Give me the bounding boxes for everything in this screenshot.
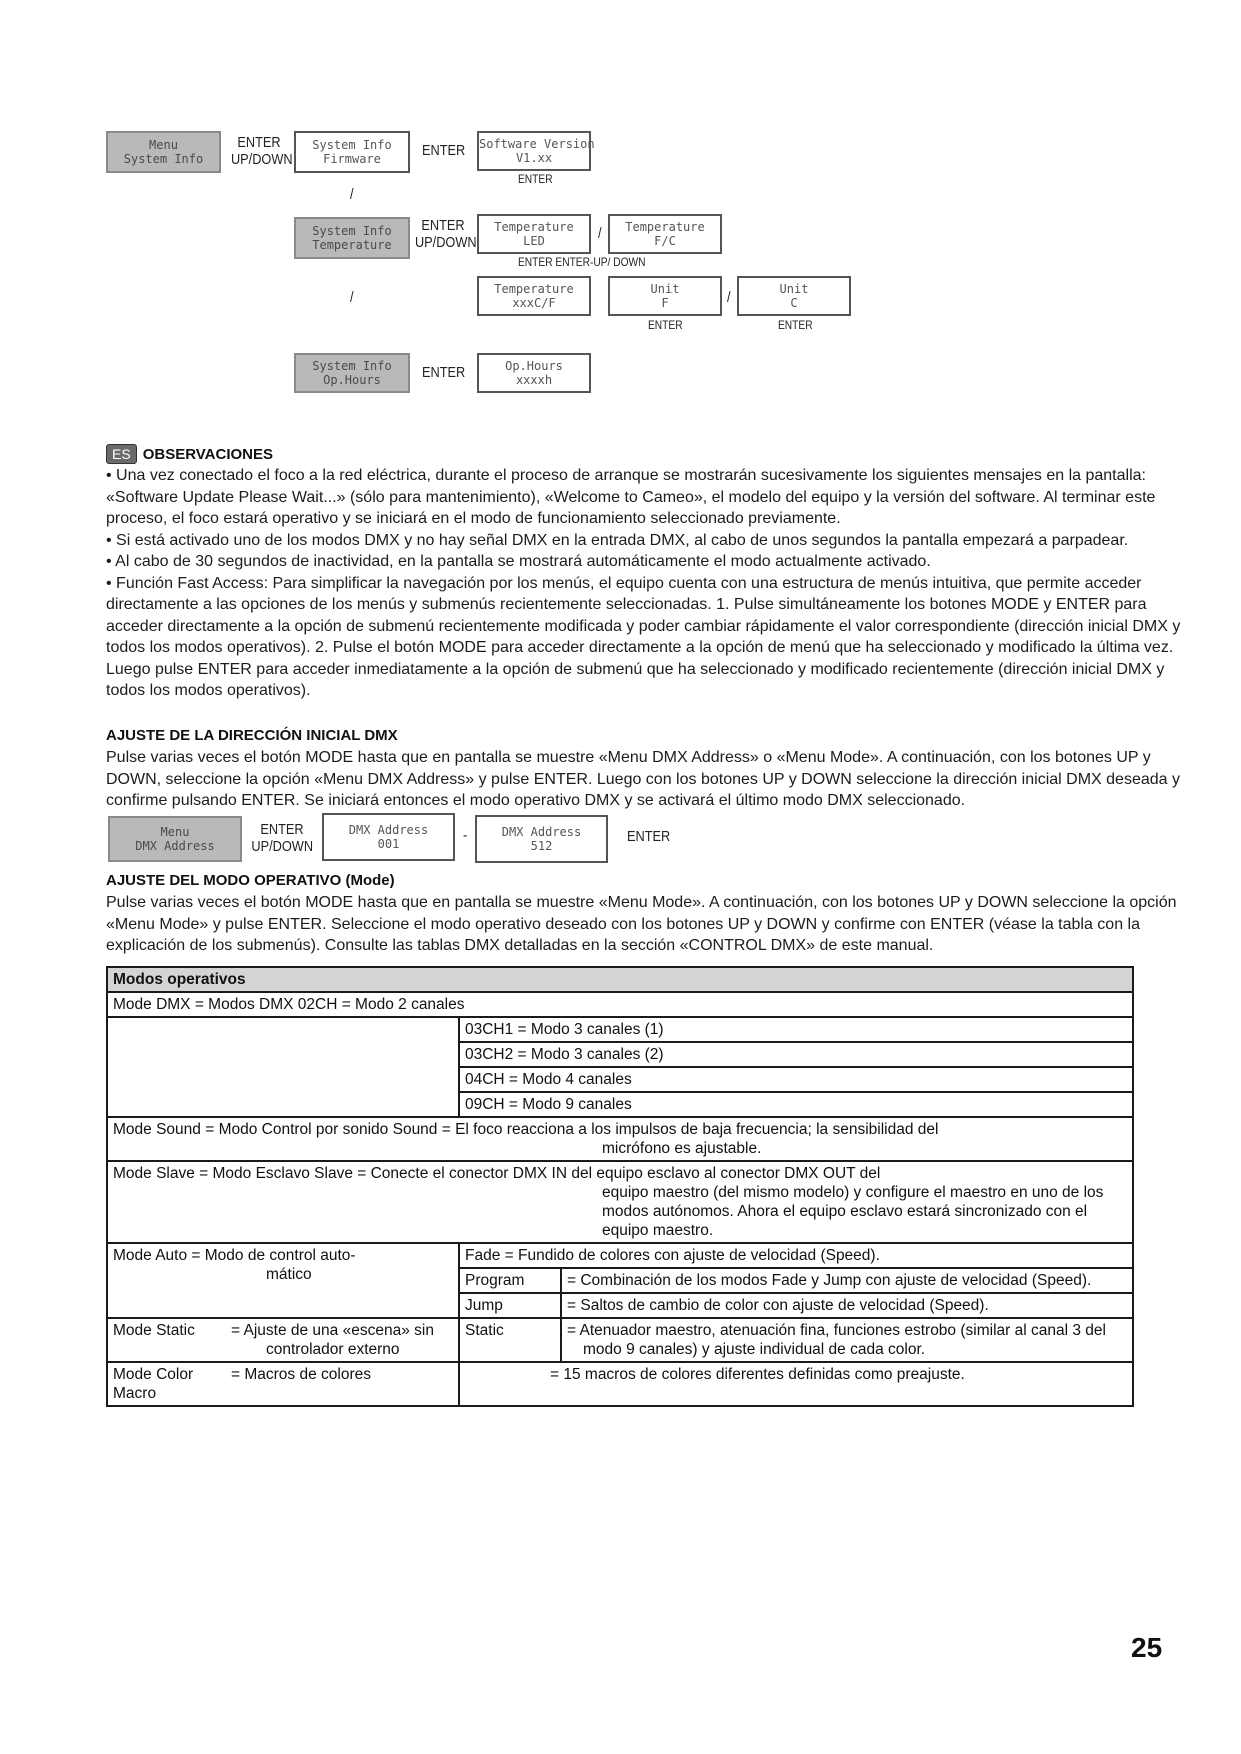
spacer-cell: [107, 1017, 459, 1042]
lcd-line: Temperature: [312, 238, 392, 252]
lcd-line: System Info: [123, 152, 204, 166]
table-header-row: [107, 967, 1133, 992]
lcd-line: Menu: [149, 138, 178, 152]
paragraph: • Una vez conectado el foco a la red eléctrica, durante el proceso de arranque se mostrarán sucesivamente los siguientes mensajes en la pantalla: «Software Update Please Wait...» (sólo para mantenimiento), «Welcome to Cameo», el modelo del equipo y la versión del software. Al terminar este proceso, el foco estará operativo y se iniciará en el modo de funcionamiento seleccionado previamente.: [106, 467, 1156, 527]
dash-separator: -: [463, 827, 468, 844]
auto-jump-desc: = Saltos de cambio de color con ajuste de velocidad (Speed).: [561, 1293, 1133, 1318]
label-enter-updown: ENTER UP/DOWN: [414, 217, 477, 251]
lcd-op-hours: [477, 353, 591, 393]
page-number: 25: [1131, 1632, 1163, 1663]
lcd-line: Op.Hours: [505, 359, 563, 373]
table-header: Modos operativos: [107, 967, 1133, 992]
lcd-line: Software Version: [479, 137, 595, 151]
color-sub-desc: = 15 macros de colores diferentes definidas como preajuste.: [459, 1362, 1133, 1406]
lcd-line: Firmware: [323, 152, 381, 166]
static-sub: Static: [459, 1318, 561, 1362]
lcd-line: 512: [530, 839, 553, 853]
lcd-line: xxxC/F: [512, 296, 556, 310]
language-badge: ES: [106, 444, 137, 464]
table-row: [107, 1117, 1133, 1161]
section-title: OBSERVACIONES: [142, 446, 273, 463]
static-sub-desc: = Atenuador maestro, atenuación fina, funciones estrobo (similar al canal 3 del modo 9 canales) y ajuste individual de cada color.: [561, 1318, 1133, 1362]
lcd-line: Temperature: [494, 220, 574, 234]
lcd-software-version: [477, 131, 595, 171]
lcd-line: Unit: [650, 282, 680, 296]
observaciones-body: [106, 465, 1186, 702]
lcd-line: DMX Address: [501, 825, 582, 839]
color-label-cell: Mode Color Macro = Macros de colores: [107, 1362, 459, 1406]
spacer-cell: [107, 1042, 459, 1067]
auto-fade: Fade = Fundido de colores con ajuste de velocidad (Speed).: [459, 1243, 1133, 1268]
ajuste-dmx-body: [106, 747, 1186, 812]
lcd-unit-c: [737, 276, 851, 316]
lcd-unit-f: [608, 276, 722, 316]
ajuste-dmx-heading: AJUSTE DE LA DIRECCIÓN INICIAL DMX: [106, 727, 398, 744]
label-enter-small: ENTER: [778, 318, 813, 332]
slave-row: Mode Slave = Modo Esclavo Slave = Conecte el conector DMX IN del equipo esclavo al conector DMX OUT del equipo maestro (del mismo modelo) y configure el maestro en uno de los modos autónomos. Ahora el equipo esclavo estará sincronizado con el equipo maestro.: [107, 1161, 1133, 1243]
lcd-line: Menu: [160, 825, 190, 839]
observaciones-heading: [106, 444, 273, 464]
table-row: [107, 1067, 1133, 1092]
table-row: [107, 1042, 1133, 1067]
lcd-temperature-xxx: [477, 276, 591, 316]
table-row: [107, 1243, 1133, 1268]
static-label-cell: Mode Static = Ajuste de una «escena» sin controlador externo: [107, 1318, 459, 1362]
paragraph: • Función Fast Access: Para simplificar la navegación por los menús, el equipo cuenta con una estructura de menús intuitiva, que permite acceder directamente a las opciones de los menús y submenús recientemente seleccionadas. 1. Pulse simultáneamente los botones MODE y ENTER para acceder directamente a la opción de submenú recientemente modificada y poder cambiar rápidamente el valor correspondiente (dirección inicial DMX y todos los modos operativos). 2. Pulse el botón MODE para acceder directamente a la opción de menú que ha seleccionado y modificado la última vez. Luego pulse ENTER para acceder inmediatamente a la opción de submenú que ha seleccionado y modificado recientemente (dirección inicial DMX y todos los modos operativos).: [106, 574, 1181, 699]
modes-table: [106, 966, 1134, 1407]
lcd-dmx-512: [475, 815, 608, 863]
dmx-sub-item: 09CH = Modo 9 canales: [459, 1092, 1133, 1117]
lcd-line: System Info: [312, 359, 392, 373]
paragraph: • Al cabo de 30 segundos de inactividad, en la pantalla se mostrará automáticamente el modo actualmente activado.: [106, 553, 931, 570]
lcd-dmx-001: [322, 813, 455, 861]
lcd-line: C: [790, 296, 798, 310]
auto-jump: Jump: [459, 1293, 561, 1318]
table-row: [107, 1161, 1133, 1243]
lcd-line: Temperature: [494, 282, 574, 296]
paragraph: • Si está activado uno de los modos DMX y no hay señal DMX en la entrada DMX, al cabo de unos segundos la pantalla empezará a parpadear.: [106, 531, 1129, 549]
sound-row: Mode Sound = Modo Control por sonido Sound = El foco reacciona a los impulsos de baja frecuencia; la sensibilidad del micrófono es ajustable.: [107, 1117, 1133, 1161]
lcd-line: System Info: [312, 224, 392, 238]
lcd-sysinfo-firmware: [294, 131, 410, 173]
paragraph: Pulse varias veces el botón MODE hasta que en pantalla se muestre «Menu DMX Address» o «Menu Mode». A continuación, con los botones UP y DOWN, seleccione la opción «Menu DMX Address» y pulse ENTER. Luego con los botones UP y DOWN seleccione la dirección inicial DMX deseada y confirme pulsando ENTER. Se iniciará entonces el modo operativo DMX y se activará el último modo DMX seleccionado.: [106, 749, 1180, 809]
lcd-menu-system-info: [106, 131, 221, 173]
lcd-temperature-led: [477, 214, 591, 254]
slash-separator: /: [727, 289, 731, 306]
ajuste-modo-body: [106, 892, 1186, 957]
dmx-row: Mode DMX = Modos DMX 02CH = Modo 2 canales: [107, 992, 1133, 1017]
dmx-sub-item: 04CH = Modo 4 canales: [459, 1067, 1133, 1092]
slash-separator: /: [598, 225, 602, 242]
lcd-line: Temperature: [625, 220, 705, 234]
lcd-line: F: [661, 296, 669, 310]
ajuste-modo-heading: AJUSTE DEL MODO OPERATIVO (Mode): [106, 872, 395, 889]
table-row: [107, 992, 1133, 1017]
slash-separator: /: [350, 289, 354, 306]
label-enter: ENTER: [422, 142, 466, 159]
label-enter-small: ENTER: [518, 172, 553, 186]
dmx-sub-item: 03CH1 = Modo 3 canales (1): [459, 1017, 1133, 1042]
paragraph: Pulse varias veces el botón MODE hasta que en pantalla se muestre «Menu Mode». A continuación, con los botones UP y DOWN seleccione la opción «Menu Mode» y pulse ENTER. Seleccione el modo operativo deseado con los botones UP y DOWN y confirme con ENTER (véase la tabla con la explicación de los submenús). Consulte las tablas DMX detalladas en la sección «CONTROL DMX» de este manual.: [106, 894, 1177, 954]
lcd-line: V1.xx: [515, 151, 553, 165]
label-enter: ENTER: [422, 364, 466, 381]
label-enter-updown: ENTER UP/DOWN: [230, 134, 293, 168]
table-row: [107, 1362, 1133, 1406]
lcd-line: DMX Address: [135, 839, 215, 853]
table-row: [107, 1092, 1133, 1117]
label-enter-updown: ENTER UP/DOWN: [251, 821, 314, 855]
lcd-line: 001: [377, 837, 400, 851]
lcd-sysinfo-temperature: [294, 217, 410, 259]
lcd-line: xxxxh: [515, 373, 553, 387]
lcd-sysinfo-ophours: [294, 353, 410, 393]
auto-program: Program: [459, 1268, 561, 1293]
slash-separator: /: [350, 186, 354, 203]
spacer-cell: [107, 1092, 459, 1117]
lcd-line: Op.Hours: [323, 373, 381, 387]
spacer-cell: [107, 1067, 459, 1092]
lcd-line: System Info: [312, 138, 392, 152]
auto-program-desc: = Combinación de los modos Fade y Jump con ajuste de velocidad (Speed).: [561, 1268, 1133, 1293]
lcd-line: Unit: [779, 282, 809, 296]
dmx-sub-item: 03CH2 = Modo 3 canales (2): [459, 1042, 1133, 1067]
label-enter: ENTER: [627, 828, 671, 845]
lcd-line: F/C: [654, 234, 676, 248]
lcd-menu-dmx-address: [108, 816, 242, 862]
auto-label-cell: Mode Auto = Modo de control auto- mático: [107, 1243, 459, 1318]
lcd-line: LED: [523, 234, 545, 248]
table-row: [107, 1017, 1133, 1042]
lcd-line: DMX Address: [348, 823, 429, 837]
label-enter-enter-updown: ENTER ENTER-UP/ DOWN: [518, 255, 646, 269]
label-enter-small: ENTER: [648, 318, 683, 332]
lcd-temperature-fc: [608, 214, 722, 254]
table-row: [107, 1318, 1133, 1362]
